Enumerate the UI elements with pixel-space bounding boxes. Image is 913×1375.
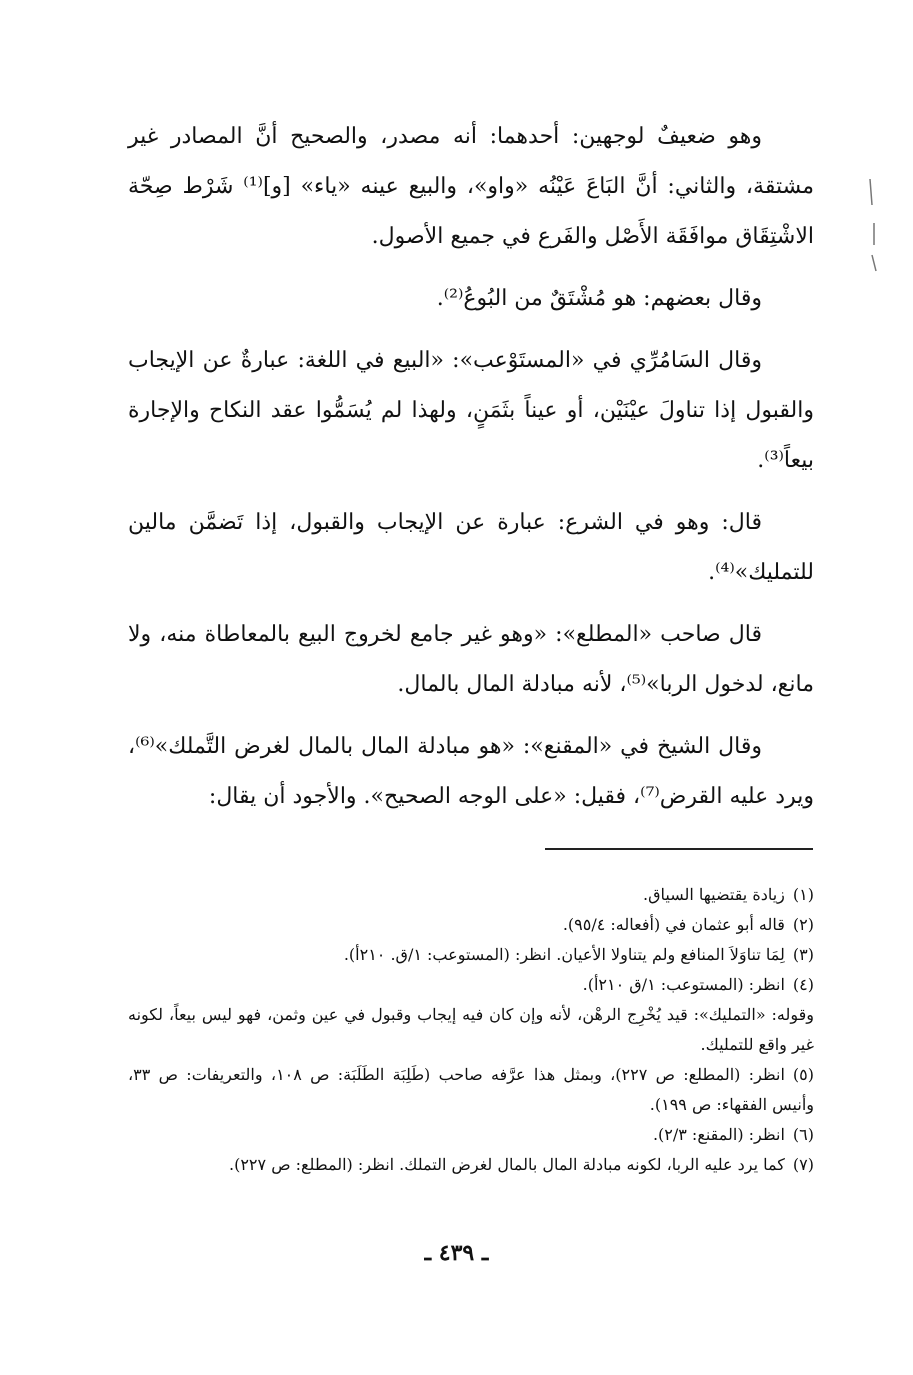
footnote-7 <box>128 1150 814 1180</box>
footnotes <box>128 880 814 1180</box>
footnote-number: (٦) <box>792 1125 814 1144</box>
footnote-3 <box>128 940 814 970</box>
footnote-5 <box>128 1060 814 1120</box>
footnote-number: (٧) <box>792 1155 814 1174</box>
main-text <box>128 112 814 834</box>
footnote-text: قاله أبو عثمان في (أفعاله: ٩٥/٤). <box>562 915 785 934</box>
paragraph-3: وقال السَامُرِّي في «المستَوْعب»: «البيع في اللغة: عبارةٌ عن الإيجاب والقبول إذا تناولَ عيْنَيْن، أو عيناً بثَمَنٍ، ولهذا لم يُسَمُّوا عقد النكاح والإجارة بيعاً⁽³⁾. <box>128 348 814 473</box>
paragraph-4: قال: وهو في الشرع: عبارة عن الإيجاب والقبول، إذا تَضمَّن مالين للتمليك»⁽⁴⁾. <box>128 510 814 585</box>
margin-pencil-mark <box>866 175 880 275</box>
footnote-text: وقوله: «التمليك»: قيد يُخْرِج الرهْن، لأنه وإن كان فيه إيجاب وقبول في عين وثمن، فهو ليس بيعاً، لكونه غير واقع للتمليك. <box>128 1005 814 1054</box>
page-number: ـ ٤٣٩ ـ <box>424 1240 489 1266</box>
footnote-text: لِمَا تناوَلاَ المنافع ولم يتناولا الأعيان. انظر: (المستوعب: ١/ق. ٢١٠أ). <box>343 945 785 964</box>
footnote-text: انظر: (المقنع: ٢/٣). <box>652 1125 785 1144</box>
paragraph-2: وقال بعضهم: هو مُشْتَقٌ من البُوعُ⁽²⁾. <box>436 286 762 311</box>
footnote-4-continuation <box>128 1000 814 1060</box>
footnote-4 <box>128 970 814 1000</box>
footnote-number: (٣) <box>792 945 814 964</box>
footnote-text: انظر: (المستوعب: ١/ق ٢١٠أ). <box>582 975 785 994</box>
paragraph-6: وقال الشيخ في «المقنع»: «هو مبادلة المال بالمال لغرض التَّملك»⁽⁶⁾، ويرد عليه القرض⁽⁷⁾، فقيل: «على الوجه الصحيح». والأجود أن يقال: <box>128 734 814 809</box>
footnote-6 <box>128 1120 814 1150</box>
footnote-separator <box>545 848 813 850</box>
footnote-1 <box>128 880 814 910</box>
footnote-number: (٤) <box>792 975 814 994</box>
footnote-text: كما يرد عليه الربا، لكونه مبادلة المال بالمال لغرض التملك. انظر: (المطلع: ص ٢٢٧). <box>229 1155 785 1174</box>
footnote-number: (٢) <box>792 915 814 934</box>
footnote-number: (٥) <box>792 1065 815 1084</box>
footnote-number: (١) <box>792 885 814 904</box>
paragraph-1: وهو ضعيفٌ لوجهين: أحدهما: أنه مصدر، والصحيح أنَّ المصادر غير مشتقة، والثاني: أنَّ البَاعَ عَيْنُه «واو»، والبيع عينه «ياء» [و]⁽¹⁾ شَرْط صِحّة الاشْتِقَاق موافَقَة الأَصْل والفَرع في جميع الأصول. <box>128 124 815 249</box>
paragraph-5: قال صاحب «المطلع»: «وهو غير جامع لخروج البيع بالمعاطاة منه، ولا مانع، لدخول الربا»⁽⁵⁾، لأنه مبادلة المال بالمال. <box>128 622 814 697</box>
footnote-2 <box>128 910 814 940</box>
footnote-text: انظر: (المطلع: ص ٢٢٧)، وبمثل هذا عرَّفه صاحب (طَلِبَة الطَلَبَة: ص ١٠٨، والتعريفات: ص ٣٣، وأنيس الفقهاء: ص ١٩٩). <box>128 1065 814 1114</box>
footnote-text: زيادة يقتضيها السياق. <box>643 885 785 904</box>
